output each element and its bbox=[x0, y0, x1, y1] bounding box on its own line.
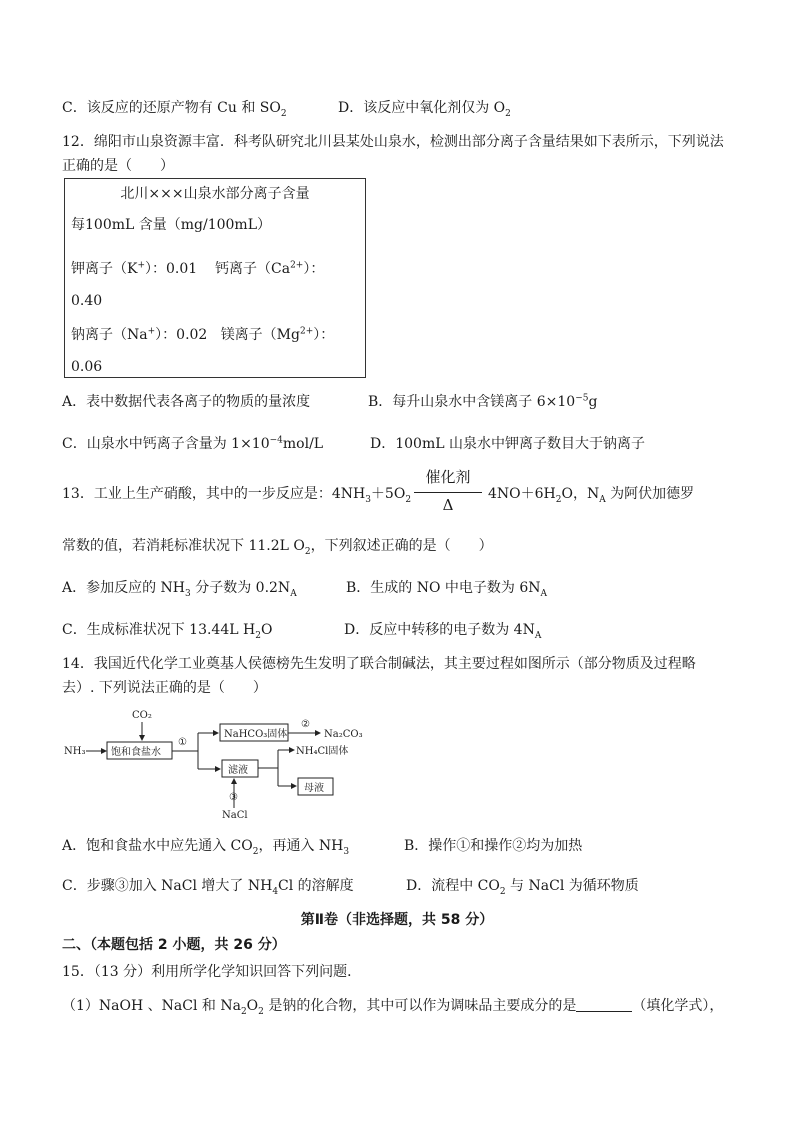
ion-content-table bbox=[64, 178, 366, 378]
soda-process-flow-diagram bbox=[62, 700, 382, 822]
nh4cl-label: NH₄Cl固体 bbox=[296, 746, 349, 757]
q11-option-c[interactable]: C．该反应的还原产物有 Cu 和 $SO_2$ bbox=[62, 100, 287, 119]
filtrate-label: 滤液 bbox=[228, 765, 248, 776]
q14-option-c[interactable]: C．步骤③加入 NaCl 增大了 $NH_4Cl$ 的溶解度 bbox=[62, 878, 354, 897]
q13-option-a[interactable]: A．参加反应的 $NH_3$ 分子数为 $0.2N_A$ bbox=[62, 580, 297, 599]
catalyst-label: 催化剂 bbox=[425, 468, 471, 486]
step3-label: ③ bbox=[229, 792, 238, 803]
table-unit-line: 每100mL 含量（mg/100mL） bbox=[71, 217, 271, 233]
q15-stem: 15．（13 分）利用所学化学知识回答下列问题． bbox=[62, 964, 362, 980]
q14-option-b[interactable]: B．操作①和操作②均为加热 bbox=[404, 838, 583, 854]
mother-liquor-label: 母液 bbox=[304, 783, 324, 794]
na2co3-label: Na₂CO₃ bbox=[324, 729, 363, 740]
section-two-heading: 二、（本题包括 2 小题，共 26 分） bbox=[62, 937, 286, 953]
q12-stem-line1: 12．绵阳市山泉资源丰富．科考队研究北川县某处山泉水，检测出部分离子含量结果如下表所示，下列说法 bbox=[62, 134, 724, 150]
q13-stem-equation-right: $4NO+6H_2O$，$N_A$ 为阿伏加德罗 bbox=[488, 486, 695, 505]
q13-option-b[interactable]: B．生成的 NO 中电子数为 $6N_A$ bbox=[346, 580, 548, 599]
q11-option-d[interactable]: D．该反应中氧化剂仅为 $O_2$ bbox=[338, 100, 511, 119]
q14-option-a[interactable]: A．饱和食盐水中应先通入 $CO_2$，再通入 $NH_3$ bbox=[62, 838, 350, 857]
q13-option-c[interactable]: C．生成标准状况下 13.44L $H_2O$ bbox=[62, 622, 273, 641]
table-na-mg-line: 钠离子（Na+）：0.02 镁离子$(Mg^{2+})$： bbox=[71, 326, 335, 343]
q14-stem-line1: 14．我国近代化学工业奠基人侯德榜先生发明了联合制碱法，其主要过程如图所示（部分物质及过程略 bbox=[62, 656, 696, 672]
q13-option-d[interactable]: D．反应中转移的电子数为 $4N_A$ bbox=[344, 622, 542, 641]
answer-blank[interactable] bbox=[576, 997, 632, 1012]
step1-label: ① bbox=[178, 737, 187, 748]
table-mg-value: 0.06 bbox=[71, 359, 103, 375]
step2-label: ② bbox=[301, 719, 310, 730]
q12-option-d[interactable]: D．100mL 山泉水中钾离子数目大于钠离子 bbox=[370, 436, 645, 452]
heat-symbol: Δ bbox=[442, 496, 454, 514]
brine-label: 饱和食盐水 bbox=[111, 747, 161, 758]
q14-stem-line2: 去）. 下列说法正确的是（ ） bbox=[62, 680, 267, 696]
table-ca-value: 0.40 bbox=[71, 293, 103, 309]
q14-option-d[interactable]: D．流程中 $CO_2$ 与 NaCl 为循环物质 bbox=[406, 878, 639, 897]
nahco3-label: NaHCO₃固体 bbox=[224, 729, 288, 740]
q12-option-a[interactable]: A．表中数据代表各离子的物质的量浓度 bbox=[62, 394, 311, 410]
co2-label: CO₂ bbox=[132, 710, 152, 721]
nacl-label: NaCl bbox=[222, 810, 248, 821]
reaction-condition-arrow bbox=[412, 462, 484, 524]
q13-stem-line2: 常数的值，若消耗标准状况下 11.2L $O_2$，下列叙述正确的是（ ） bbox=[62, 538, 493, 557]
part-two-heading: 第Ⅱ卷（非选择题，共 58 分） bbox=[300, 912, 494, 928]
q12-stem-line2: 正确的是（ ） bbox=[62, 158, 174, 174]
q13-stem-line1: 13．工业上生产硝酸，其中的一步反应是：$4NH_3+5O_2$ bbox=[62, 486, 412, 505]
table-k-ca-line: 钾离子（K+）：0.01 钙离子$(Ca^{2+})$： bbox=[71, 260, 325, 277]
table-title: 北川×××山泉水部分离子含量 bbox=[120, 186, 310, 202]
q12-option-b[interactable]: B．每升山泉水中含镁离子 $6\times 10^{-5}g$ bbox=[368, 393, 598, 410]
q15-part1: （1）NaOH 、NaCl 和 $Na_2O_2$ 是钠的化合物，其中可以作为调味品主要成分的是 （填化学式）， bbox=[62, 998, 724, 1017]
q12-option-c[interactable]: C．山泉水中钙离子含量为 $1\times 10^{-4}mol/L$ bbox=[62, 435, 324, 452]
reaction-equals-bar bbox=[414, 492, 482, 493]
nh3-label: NH₃ bbox=[64, 746, 86, 757]
